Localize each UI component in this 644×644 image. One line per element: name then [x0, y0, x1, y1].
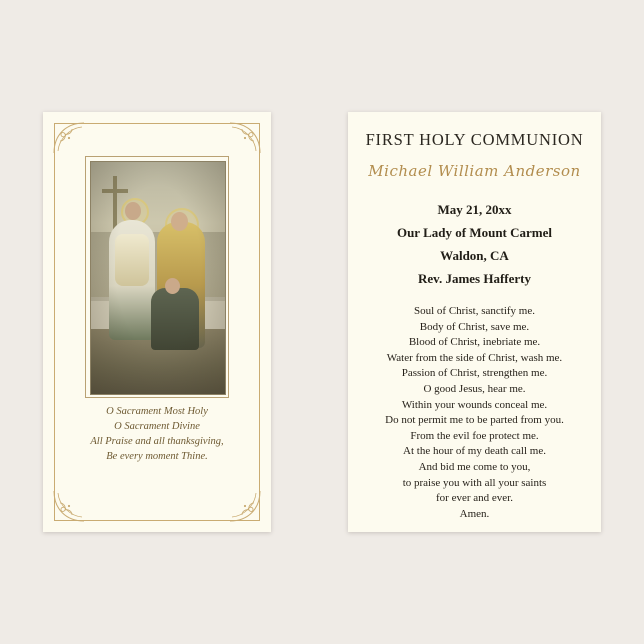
- prayer-line: Amen.: [459, 507, 490, 520]
- prayer-line: From the evil foe protect me.: [410, 429, 539, 442]
- verse-line: O Sacrament Most Holy: [106, 406, 208, 417]
- anima-christi-prayer: [364, 304, 585, 522]
- prayer-line: O good Jesus, hear me.: [423, 382, 526, 395]
- front-verse: [67, 404, 247, 464]
- flourish-corner-icon: [228, 121, 262, 155]
- prayer-line: Water from the side of Christ, wash me.: [386, 351, 563, 364]
- prayer-line: to praise you with all your saints: [402, 476, 547, 489]
- prayer-line: for ever and ever.: [436, 492, 513, 505]
- parish-location: Waldon, CA: [440, 248, 509, 263]
- prayer-line: Blood of Christ, inebriate me.: [408, 336, 541, 349]
- prayer-line: At the hour of my death call me.: [403, 445, 546, 458]
- flourish-corner-icon: [228, 489, 262, 523]
- celebrant-name: Rev. James Hafferty: [418, 271, 531, 286]
- illustration-canvas: [90, 161, 226, 395]
- verse-line: O Sacrament Divine: [114, 421, 200, 432]
- prayer-line: Passion of Christ, strengthen me.: [401, 367, 548, 380]
- prayer-line: Body of Christ, save me.: [419, 320, 530, 333]
- holy-card-back[interactable]: [348, 112, 601, 532]
- page-title: FIRST HOLY COMMUNION: [365, 130, 584, 149]
- event-date: May 21, 20xx: [437, 202, 512, 217]
- prayer-line: Soul of Christ, sanctify me.: [414, 305, 535, 317]
- back-card-content: [364, 130, 585, 522]
- flourish-corner-icon: [52, 121, 86, 155]
- prayer-line: And bid me come to you,: [418, 460, 531, 473]
- prayer-line: Do not permit me to be parted from you.: [385, 414, 564, 427]
- event-details: [364, 198, 585, 290]
- illustration-vignette: [91, 162, 225, 394]
- flourish-corner-icon: [52, 489, 86, 523]
- parish-name: Our Lady of Mount Carmel: [396, 225, 553, 240]
- verse-line: All Praise and all thanksgiving,: [90, 436, 224, 447]
- holy-card-front[interactable]: [43, 112, 271, 532]
- prayer-line: Within your wounds conceal me.: [401, 398, 548, 411]
- verse-line: Be every moment Thine.: [106, 451, 208, 462]
- recipient-name: Michael William Anderson: [368, 162, 581, 180]
- first-communion-illustration: [85, 156, 229, 398]
